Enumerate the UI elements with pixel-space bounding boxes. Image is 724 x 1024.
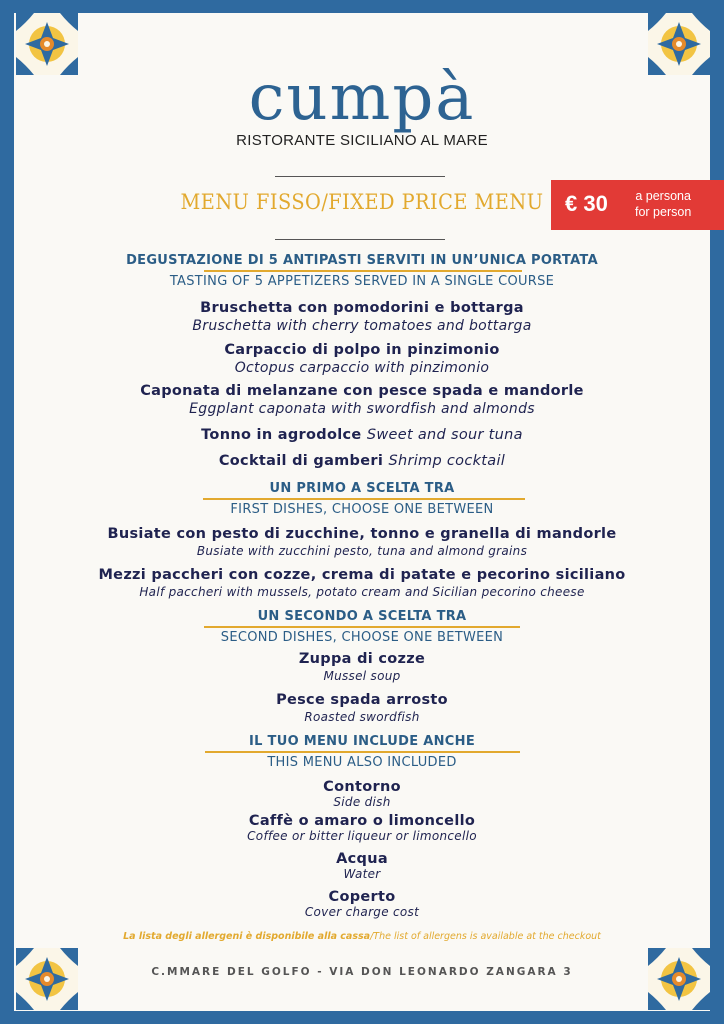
allergen-note-en: /The list of allergens is available at the checkout [370, 931, 601, 942]
dish-description: Bruschetta with cherry tomatoes and bottarga [192, 318, 532, 334]
dish-description: Coffee or bitter liqueur or limoncello [247, 829, 477, 843]
majolica-tile-icon [648, 948, 710, 1010]
dish-name: Busiate con pesto di zucchine, tonno e granella di mandorle [107, 526, 617, 542]
restaurant-logo: cumpà [248, 61, 476, 135]
dish-name: Caponata di melanzane con pesce spada e mandorle [140, 383, 584, 399]
divider [275, 176, 445, 177]
dish-name: Zuppa di cozze [298, 651, 426, 667]
price-unit-it: a persona [635, 189, 691, 203]
dish-name: Carpaccio di polpo in pinzimonio [224, 342, 500, 358]
section-heading-antipasti: DEGUSTAZIONE DI 5 ANTIPASTI SERVITI IN UN’UNICA PORTATA [126, 253, 598, 268]
dish-name: Bruschetta con pomodorini e bottarga [200, 300, 524, 316]
dish-name: Coperto [328, 889, 396, 905]
section-subheading-secondi: SECOND DISHES, CHOOSE ONE BETWEEN [220, 630, 504, 645]
menu-title: MENU FISSO/FIXED PRICE MENU [180, 190, 544, 214]
dish-description: Mussel soup [323, 669, 401, 683]
dish-description: Sweet and sour tuna [366, 427, 523, 443]
price-badge [551, 180, 724, 230]
divider [275, 239, 445, 240]
dish-description: Eggplant caponata with swordfish and almonds [189, 401, 535, 417]
dish-line [0, 427, 724, 443]
dish-name: Contorno [323, 779, 401, 795]
dish-line [0, 453, 724, 469]
allergen-note [0, 931, 724, 942]
majolica-tile-icon [16, 948, 78, 1010]
section-heading-includes: IL TUO MENU INCLUDE ANCHE [249, 734, 475, 749]
dish-name: Acqua [336, 851, 388, 867]
dish-description: Busiate with zucchini pesto, tuna and almond grains [196, 544, 528, 558]
section-underline [204, 270, 522, 272]
dish-description: Water [343, 867, 381, 881]
section-underline [203, 498, 525, 500]
price-unit-en: for person [635, 205, 692, 219]
price-amount: € 30 [565, 191, 608, 216]
dish-name: Mezzi paccheri con cozze, crema di patate e pecorino siciliano [98, 567, 626, 583]
price-unit [635, 188, 691, 220]
dish-description: Side dish [333, 795, 391, 809]
dish-description: Shrimp cocktail [388, 453, 506, 469]
section-heading-primi: UN PRIMO A SCELTA TRA [269, 481, 455, 496]
dish-name: Tonno in agrodolce [201, 427, 362, 443]
section-subheading-includes: THIS MENU ALSO INCLUDED [267, 755, 457, 770]
address: C.MMARE DEL GOLFO - VIA DON LEONARDO ZANGARA 3 [151, 966, 573, 978]
section-heading-secondi: UN SECONDO A SCELTA TRA [257, 609, 467, 624]
section-underline [205, 751, 520, 753]
dish-description: Roasted swordfish [304, 710, 420, 724]
dish-name: Caffè o amaro o limoncello [248, 813, 476, 829]
dish-description: Cover charge cost [304, 905, 420, 919]
allergen-note-it: La lista degli allergeni è disponibile alla cassa [123, 931, 371, 942]
dish-name: Cocktail di gamberi [218, 453, 384, 469]
dish-description: Half paccheri with mussels, potato cream and Sicilian pecorino cheese [139, 585, 585, 599]
section-subheading-antipasti: TASTING OF 5 APPETIZERS SERVED IN A SINGLE COURSE [169, 274, 555, 289]
dish-name: Pesce spada arrosto [276, 692, 448, 708]
section-subheading-primi: FIRST DISHES, CHOOSE ONE BETWEEN [230, 502, 494, 517]
dish-description: Octopus carpaccio with pinzimonio [234, 360, 490, 376]
restaurant-subtitle: RISTORANTE SICILIANO AL MARE [236, 132, 488, 149]
section-underline [204, 626, 520, 628]
